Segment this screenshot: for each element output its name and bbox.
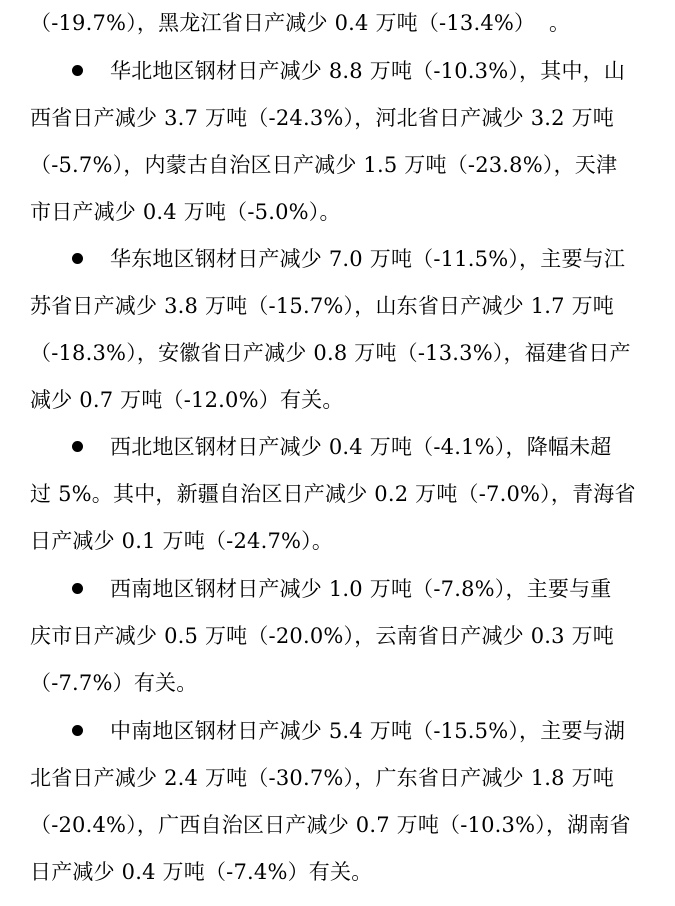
bullet-paragraph-line <box>0 48 675 94</box>
line-text: 西南地区钢材日产减少 1.0 万吨（-7.8%），主要与重 <box>110 577 612 601</box>
bullet-icon <box>72 253 83 264</box>
line-text: 市日产减少 0.4 万吨（-5.0%）。 <box>30 200 341 224</box>
paragraph-line <box>0 755 675 801</box>
bullet-icon <box>72 441 83 452</box>
paragraph-line <box>0 377 675 423</box>
line-text: （-5.7%），内蒙古自治区日产减少 1.5 万吨（-23.8%），天津 <box>30 153 618 177</box>
line-text: 西北地区钢材日产减少 0.4 万吨（-4.1%），降幅未超 <box>110 435 612 459</box>
line-text: 西省日产减少 3.7 万吨（-24.3%），河北省日产减少 3.2 万吨 <box>30 106 615 130</box>
paragraph-line <box>0 95 675 141</box>
bullet-icon <box>72 583 83 594</box>
line-text: 过 5%。其中，新疆自治区日产减少 0.2 万吨（-7.0%），青海省 <box>30 482 636 506</box>
paragraph-line <box>0 142 675 188</box>
line-text: （-7.7%）有关。 <box>30 671 198 695</box>
paragraph-line <box>0 471 675 517</box>
line-text: 日产减少 0.1 万吨（-24.7%）。 <box>30 529 334 553</box>
paragraph-line <box>0 189 675 235</box>
line-text: 庆市日产减少 0.5 万吨（-20.0%），云南省日产减少 0.3 万吨 <box>30 624 615 648</box>
paragraph-line <box>0 802 675 848</box>
line-text: 日产减少 0.4 万吨（-7.4%）有关。 <box>30 860 373 884</box>
line-text: （-19.7%），黑龙江省日产减少 0.4 万吨（-13.4%） 。 <box>30 11 571 35</box>
line-text: 北省日产减少 2.4 万吨（-30.7%），广东省日产减少 1.8 万吨 <box>30 766 615 790</box>
bullet-paragraph-line <box>0 566 675 612</box>
paragraph-line <box>0 849 675 895</box>
bullet-paragraph-line <box>0 424 675 470</box>
paragraph-line <box>0 330 675 376</box>
line-text: （-20.4%），广西自治区日产减少 0.7 万吨（-10.3%），湖南省 <box>30 813 631 837</box>
line-text: 苏省日产减少 3.8 万吨（-15.7%），山东省日产减少 1.7 万吨 <box>30 294 615 318</box>
paragraph-line <box>0 518 675 564</box>
bullet-icon <box>72 65 83 76</box>
bullet-paragraph-line <box>0 708 675 754</box>
line-text: 减少 0.7 万吨（-12.0%）有关。 <box>30 388 344 412</box>
line-text: 华东地区钢材日产减少 7.0 万吨（-11.5%），主要与江 <box>110 247 626 271</box>
bullet-icon <box>72 725 83 736</box>
line-text: 华北地区钢材日产减少 8.8 万吨（-10.3%），其中，山 <box>110 59 626 83</box>
bullet-paragraph-line <box>0 236 675 282</box>
paragraph-line <box>0 0 675 46</box>
paragraph-line <box>0 660 675 706</box>
paragraph-line <box>0 283 675 329</box>
paragraph-line <box>0 613 675 659</box>
line-text: （-18.3%），安徽省日产减少 0.8 万吨（-13.3%），福建省日产 <box>30 341 631 365</box>
line-text: 中南地区钢材日产减少 5.4 万吨（-15.5%），主要与湖 <box>110 719 626 743</box>
